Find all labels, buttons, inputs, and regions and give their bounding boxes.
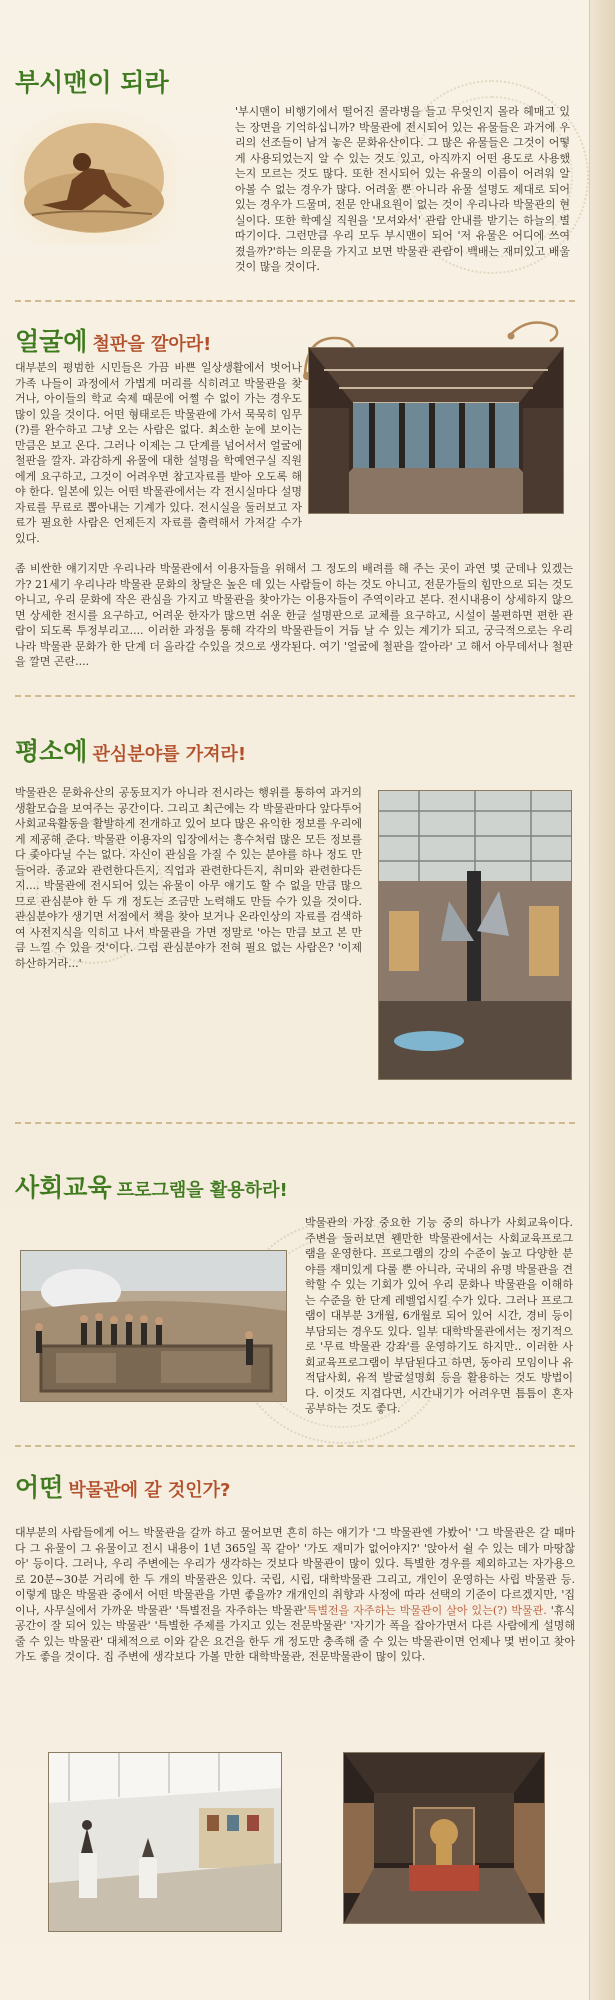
section-body: 대부분의 평범한 시민들은 가끔 바쁜 일상생활에서 벗어나 가족 나들이 과정에서 가볍게 머리를 식히려고 박물관을 찾거나, 아이들의 학교 숙제 때문에 어쩔 수 없이 가는 경우도 많이 있을 것이다. 어떤 형태로든 박물관에 가서 묵묵히 임무(?)를 완수하고 그냥 오는 사람은 없다. 최소한 눈에 보이는 만큼은 보고 온다. 그러나 이제는 그 단계를 넘어서서 얼굴에 철판을 깔자. 과감하게 유물에 대한 설명을 학예연구실 직원에게 요구하고, 그것이 어려우면 참고자료를 받아 오도록 해야 한다. 일본에 있는 어떤 박물관에서는 각 전시실마다 설명자료를 무료로 뽑아내는 기계가 있다. 전시실을 둘러보고 자료가 필요한 사람은 언제든지 자료를 출력해서 가져갈 수가 있다. — [15, 361, 302, 545]
gallery-photo-left — [48, 1752, 282, 1932]
section-title-sub: 관심분야를 가져라! — [92, 744, 247, 765]
section-body — [15, 1525, 575, 1665]
section-title-main: 사회교육 — [15, 1173, 112, 1202]
section-divider — [15, 695, 575, 697]
section-divider — [15, 300, 575, 302]
section-title-interest — [15, 732, 246, 768]
section-title-sub: 철판을 깔아라! — [92, 334, 212, 355]
section-title-main: 어떤 — [15, 1473, 64, 1502]
section-title-bushman: 부시맨이 되라 — [15, 68, 169, 97]
section-body: '부시맨이 비행기에서 떨어진 콜라병을 들고 무엇인지 몰라 헤매고 있는 장면을 기억하십니까? 박물관에 전시되어 있는 유물들은 과거에 우리의 선조들이 남겨 놓은 문화유산이다. 그 많은 유물들은 그것이 어떻게 사용되었는지 알 수 있는 것도 있고, 아직까지 어떤 용도로 사용했는지 모르는 것도 많다. 또한 전시되어 있는 유물의 이름이 어려워 알아볼 수 없는 경우가 많다. 어려울 뿐 아니라 유물 설명도 제대로 되어 있는 경우가 드물며, 전문 안내요원이 없는 것이 우리나라 박물관의 현실이다. 또한 학예실 직원을 '모셔와서' 관람 안내를 받기는 하늘의 별따기이다. 그런만큼 우리 모두 부시맨이 되어 '저 유물은 어디에 쓰여졌을까?'하는 의문을 가지고 보면 박물관 관람이 백배는 재미있고 배울 것이 많을 것이다. — [235, 105, 570, 273]
section-body: 박물관은 문화유산의 공동묘지가 아니라 전시라는 행위를 통하여 과거의 생활모습을 보여주는 공간이다. 그리고 최근에는 각 박물관마다 앞다투어 사회교육활동을 활발하게 전개하고 있어 보다 많은 유익한 정보를 우리에게 제공해 준다. 박물관 이용자의 입장에서는 흥수처럼 많은 모든 정보를 다 좇아다닐 수는 없다. 자신이 관심을 가질 수 있는 분야를 하나 정도 만들어라. 종교와 관련한다든지, 직업과 관련한다든지, 취미와 관련한다든지.... 박물관에 전시되어 있는 유물이 아무 얘기도 할 수 없을 만큼 많으므로 관심분야 한 두 개 정도는 조금만 노력해도 만들 수가 있을 것이다. 관심분야가 생기면 서점에서 책을 찾아 보거나 온라인상의 자료를 검색하여 사전지식을 익히고 나서 박물관을 가면 정말로 '아는 만큼 보고 본 만큼 느낄 수 있을 것'이다. 그럼 관심분야가 전혀 필요 없는 사람은? '이제 하산하거라...' — [15, 786, 362, 970]
bushman-photo — [12, 110, 177, 245]
section-body-text: '휴식공간이 잘 되어 있는 박물관' '특별한 주제를 가지고 있는 전문박물관' '자기가 폭을 잡아가면서 다른 사람에게 설명해 줄 수 있는 박물관' 대체적으로 이와 같은 요건을 한두 개 정도만 충족해 줄 수 있는 박물관이면 언제나 몇 번이고 찾아가도 좋을 것이다. 집 주변에 생각보다 가볼 만한 대학박물관, 전문박물관이 많이 있다. — [15, 1603, 575, 1663]
section-divider — [15, 1445, 575, 1447]
section-body: 박물관의 가장 중요한 기능 중의 하나가 사회교육이다. 주변을 둘러보면 웬만한 박물관에서는 사회교육프로그램을 운영한다. 프로그램의 강의 수준이 높고 다양한 분야를 재미있게 다룰 뿐 아니라, 국내의 유명 박물관을 견학할 수 있는 기회가 있어 우리 문화나 박물관을 이해하는 수준을 한 단계 레벨업시킬 수가 있다. 그러나 프로그램이 대부분 3개월, 6개월로 되어 있어 시간, 경비 등이 부담되는 경우도 있다. 일부 대학박물관에서는 정기적으로 '무료 박물관 강좌'를 운영하기도 하지만.. 이러한 사회교육프로그램이 부담된다고 하면, 동아리 모임이나 유적답사회, 유적 발굴설명회 등을 활용하는 것도 방법이다. 이것도 지겹다면, 시간내기가 어려우면 틈틈이 혼자 공부하는 것도 좋다. — [305, 1216, 573, 1415]
highlight-text: 특별전을 자주하는 박물관이 살아 있는(?) 박물관. — [306, 1603, 547, 1617]
section-body-text: 대부분의 사람들에게 어느 박물관을 갈까 하고 물어보면 흔히 하는 얘기가 '그 박물관엔 가봤어' '그 박물관은 갈 때마다 그 유물이 그 유물이고 전시 내용이 1년 365일 꼭 같아' '가도 재미가 없어야지?' '앉아서 쉴 수 있는 데가 마땅찮아' 등이다. 그러나, 우리 주변에는 우리가 생각하는 것보다 박물관이 많이 있다. 특별한 경우를 제외하고는 자가용으로 20분~30분 거리에 한 두 개의 박물관은 있다. 국립, 시립, 대학박물관 그리고, 개인이 운영하는 사립 박물관 등. 이렇게 많은 박물관 중에서 어떤 박물관을 가면 좋을까? 개개인의 취향과 사정에 따라 선택의 기준이 다르겠지만, '집이나, 사무실에서 가까운 박물관' '특별전을 자주하는 박물관' — [15, 1526, 575, 1617]
section-title-sub: 프로그램을 활용하라! — [116, 1180, 288, 1201]
excavation-photo — [20, 1250, 287, 1402]
museum-hall-photo — [308, 347, 564, 514]
gallery-photo-right — [343, 1752, 545, 1924]
section-title-education — [15, 1168, 288, 1204]
section-body: 좀 비싼한 얘기지만 우리나라 박물관에서 이용자들을 위해서 그 정도의 배려를 해 주는 곳이 과연 몇 군데나 있겠는가? 21세기 우리나라 박물관 문화의 창달은 높은 데 있는 사람들이 하는 것도 아니고, 전문가들의 힘만으로 되는 것도 아니고, 우리 문화에 작은 관심을 가지고 박물관을 찾아가는 이용자들이 주역이라고 본다. 전시내용이 상세하지 않으면 상세한 전시를 요구하고, 어려운 한자가 많으면 쉬운 한글 설명판으로 교체를 요구하고, 시설이 불편하면 편한 관람이 되도록 투정부리고.... 이러한 과정을 통해 각각의 박물관들이 거듭 날 수 있는 계기가 되고, 궁극적으로는 우리나라 박물관 문화가 한 단계 더 올라갈 수있을 것으로 생각된다. 여기 '얼굴에 철판을 깔아라' 고 해서 아무데서나 철판을 깔면 곤란.... — [15, 562, 573, 668]
section-title-which-museum — [15, 1468, 230, 1504]
section-title-face — [15, 322, 211, 358]
museum-atrium-photo — [378, 790, 572, 1080]
section-divider — [15, 1122, 575, 1124]
section-title-sub: 박물관에 갈 것인가? — [68, 1480, 231, 1501]
section-title-main: 얼굴에 — [15, 327, 88, 356]
page-edge — [589, 0, 615, 2000]
section-title-main: 평소에 — [15, 737, 88, 766]
